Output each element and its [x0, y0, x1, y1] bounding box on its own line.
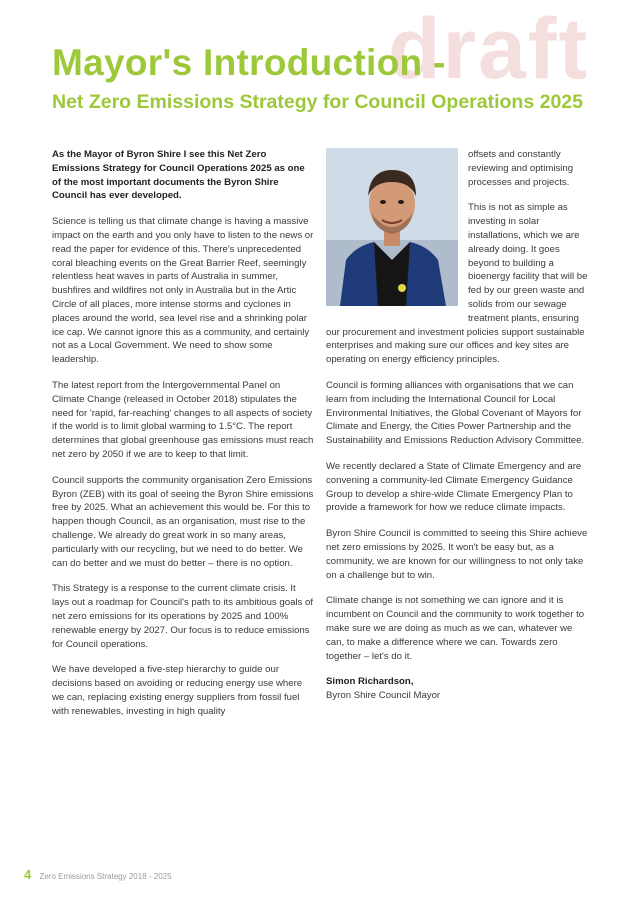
body-paragraph: This is not as simple as investing in solar installations, which we are already doing. It goes beyond to building a bioenergy facility that will be fed by our green waste and solids from our sewage treatment plants, ensuring our procurement and investment policies support sustainable enterprises and making sure our offices and key sites are operating on energy efficiency principles.	[326, 202, 588, 366]
body-paragraph: This Strategy is a response to the current climate crisis. It lays out a roadmap for Council's path to its ambitious goals of net zero emissions for its operations by 2025 and 100% renewable energy by 2027. Our focus is to reduce emissions for Council operations.	[52, 583, 313, 650]
page-number: 4	[24, 867, 32, 882]
body-paragraph: Council supports the community organisation Zero Emissions Byron (ZEB) with its goal of seeing the Byron Shire emissions free by 2025. What an achievement this would be. For this to happen though Council, as an organisation, must rise to the challenge. We already do great work in so many areas, particularly with our recycling, but we need to do better. We can do better and we must do better – there is no option.	[52, 474, 314, 569]
footer-text: Zero Emissions Strategy 2018 - 2025	[39, 872, 172, 881]
intro-paragraph: As the Mayor of Byron Shire I see this Net Zero Emissions Strategy for Council Operations 2025 as one of the most important documents the Byron Shire Council has ever developed.	[52, 149, 305, 202]
signature-name: Simon Richardson,	[326, 676, 414, 688]
body-paragraph: We recently declared a State of Climate Emergency and are convening a community-led Climate Emergency Guidance Group to develop a shire-wide Climate Emergency Plan to provide a framework for how we reduce climate impacts.	[326, 460, 582, 514]
body-paragraph: The latest report from the Intergovernmental Panel on Climate Change (released in October 2018) stipulates the need for 'rapid, far-reaching' changes to all aspects of society if the world is to limit global warming to 1.5°C. The report determines that global greenhouse gas emissions must reach net zero by 2050 if we are to keep to that limit.	[52, 379, 314, 460]
signature-role: Byron Shire Council Mayor	[326, 690, 441, 702]
body-paragraph: offsets and constantly reviewing and optimising processes and projects.	[468, 149, 574, 188]
draft-watermark: draft	[388, 1, 590, 97]
page-subtitle: Net Zero Emissions Strategy for Council Operations 2025	[52, 91, 583, 113]
body-paragraph: Climate change is not something we can ignore and it is incumbent on Council and the community to work together to make sure we are doing as much as we can, whatever we can, to make a difference where we can. Towards zero together – let's do it.	[326, 595, 585, 662]
body-paragraph: We have developed a five-step hierarchy to guide our decisions based on avoiding or reducing energy use where we can, replacing existing energy suppliers from fossil fuel with renewables, investing in high quality	[52, 664, 303, 717]
page-title: Mayor's Introduction -	[52, 42, 446, 83]
page-footer	[24, 867, 172, 882]
mayor-portrait-photo	[326, 148, 458, 306]
body-paragraph: Byron Shire Council is committed to seeing this Shire achieve net zero emissions by 2025. It won't be easy but, as a community, we are known for our willingness to not only take on a challenge but to win.	[326, 528, 588, 581]
mayor-portrait-icon	[326, 148, 458, 306]
body-paragraph: Council is forming alliances with organisations that we can learn from including the International Council for Local Environmental Initiatives, the Global Covenant of Mayors for Climate and Energy, the Cities Power Partnership and the Sustainability and Emissions Reduction Advisory Committee.	[326, 379, 585, 447]
body-paragraph: Science is telling us that climate change is having a massive impact on the earth and you only have to listen to the news or read the paper for evidence of this. There's unprecedented coral bleaching events on the Great Barrier Reef, seemingly relentless heat waves in parts of Australia in summer, bushfires and wildfires not only in Australia but in the Artic Circle of all places, more intense storms and cyclones in places around the world, sea level rise and a shrinking polar ice cap. We cannot ignore this as a community, and certainly not as a Local Government. We need to show some leadership.	[52, 216, 314, 366]
left-column	[52, 148, 314, 730]
right-column	[326, 148, 588, 703]
